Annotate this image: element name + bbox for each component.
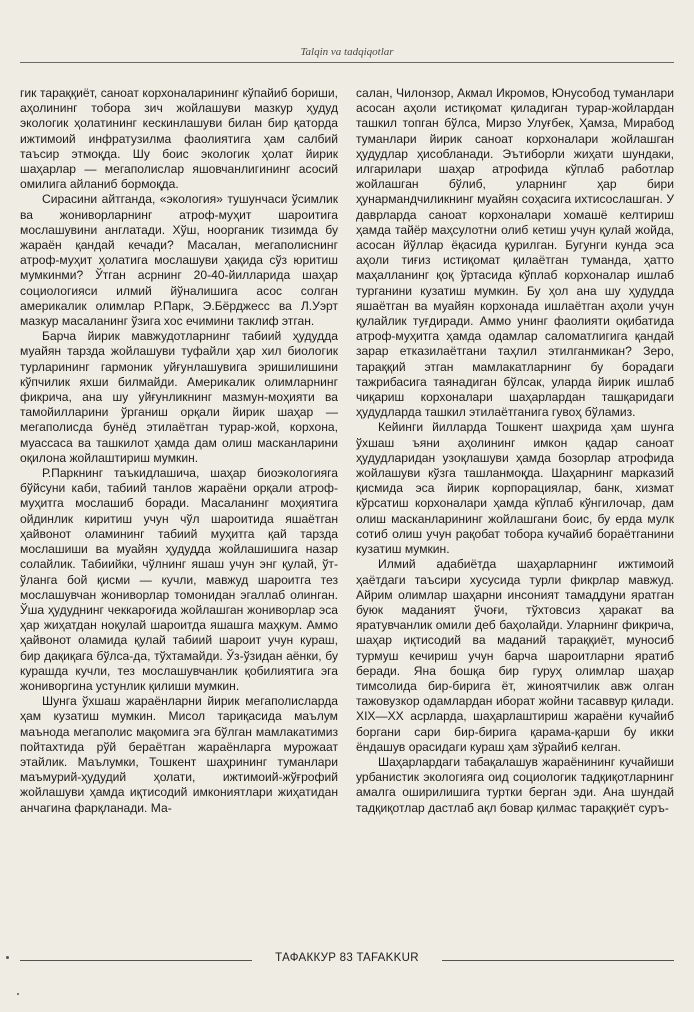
paragraph: Сирасини айтганда, «экология» тушунчаси ўсимлик ва жониворларнинг атроф-муҳит шароитига мослашувини англатади. Хўш, ноорганик тизимда бу жараён қандай кечади? Масалан, мегаполиснинг атроф-муҳит ҳолатига мослашуви ҳақида сўз юритиш мумкинми? Ўтган асрнинг 20-40-йилларида шаҳар социологияси илмий йўналишига асос солган америкалик олимлар Р.Парк, Э.Бёрджесс ва Л.Уэрт мазкур масаланинг ўзига хос ечимини таклиф этган. bbox=[20, 192, 338, 329]
header-rule bbox=[20, 62, 674, 63]
paragraph: Илмий адабиётда шаҳарларнинг ижтимоий ҳаётдаги таъсири хусусида турли фикрлар мавжуд. Айрим олимлар шаҳарни инсоният тамаддуни яратган буюк маданият ўчоғи, тўхтовсиз ҳаракат ва яратувчанлик омили деб баҳолайди. Уларнинг фикрича, шаҳар иқтисодий ва маданий тараққиёт, муносиб турмуш кечириш учун барча шароитларни яратиб беради. Яна бошқа бир гуруҳ олимлар шаҳар тимсолида бир-бирига ёт, жиноятчилик авж олган тажовузкор одамлардан иборат жойни тасаввур қилади. XIX—XX асрларда, шаҳарлаштириш жараёни кучайиб боргани сари бир-бирига қарама-қарши бу икки ёндашув орасидаги кураш ҳам зўрайиб келган. bbox=[356, 557, 674, 754]
footer-rule-left bbox=[20, 960, 252, 961]
paragraph: Шунга ўхшаш жараёнларни йирик мегаполисларда ҳам кузатиш мумкин. Мисол тариқасида маълум маънода мегаполис мақомига эга бўлган мамлакатимиз пойтахтида рўй бераётган жараёнларга мурожаат этайлик. Маълумки, Тошкент шаҳрининг туманлари маъмурий-ҳудудий ҳолати, ижтимоий-жўғрофий жойлашуви ҳамда иқтисодий имкониятлари жиҳатидан анчагина фарқланади. Ма- bbox=[20, 694, 338, 815]
right-column bbox=[356, 86, 674, 936]
left-column bbox=[20, 86, 338, 936]
paragraph: Р.Паркнинг таъкидлашича, шаҳар биоэкологияга бўйсуни каби, табиий танлов жараёни орқали атроф-муҳитга мослашиб боради. Масаланинг моҳиятига ойдинлик киритиш учун чўл шароитида яшаётган ҳайвонот оламининг табиий муҳитга қай тарзда мослашиши ва муайян ҳудудда жойлашишига назар солайлик. Табиийки, чўлнинг яшаш учун энг қулай, ўт-ўланга бой қисми — кучли, мавжуд шароитга тез мослашувчан жониворлар томонидан эгаллаб олинган. Ўша ҳудуднинг чеккароғида жойлашган жониворлар эса ҳар жиҳатдан ноқулай шароитда яшашга маҳкум. Аммо ҳайвонот оламида қулай табиий шароит учун кураш, бир дақиқага бўлса-да, тўхтамайди. Ўз-ўзидан аёнки, бу курашда кучли, тез мослашувчанлик қобилиятига эга жониворгина устунлик қилиши мумкин. bbox=[20, 466, 338, 693]
paragraph: гик тараққиёт, саноат корхоналарининг кўпайиб бориши, аҳолининг тобора зич жойлашуви мазкур ҳудуд экологик ҳолатининг кескинлашуви билан бир қаторда ижтимоий инфратузилма фаолиятига ҳам салбий таъсир этмоқда. Шу боис экологик ҳолат йирик шаҳарлар — мегаполислар яшовчанлигининг асосий омилига айланиб бормоқда. bbox=[20, 86, 338, 192]
footer-rule-right bbox=[442, 960, 674, 961]
paragraph: Шаҳарлардаги табақалашув жараёнининг кучайиши урбанистик экологияга оид социологик тадқиқотларнинг амалга оширилишига туртки берган эди. Ана шундай тадқиқотлар дастлаб ақл бовар қилмас тараққиёт суръ- bbox=[356, 754, 674, 815]
paragraph: Кейинги йилларда Тошкент шаҳрида ҳам шунга ўхшаш ъяни аҳолининг имкон қадар саноат ҳудудларидан узоқлашуви ҳамда бозорлар атрофида жойлашуви кўзга ташланмоқда. Шаҳарнинг марказий қисмида эса йирик корпорациялар, банк, хизмат кўрсатиш корхоналари ҳамда кўплаб кўнгилочар, дам олиш масканларининг жойлашгани боис, бу ерда мулк сотиб олиш учун рақобат тобора кучайиб бораётганини кузатиш мумкин. bbox=[356, 420, 674, 557]
paragraph: Барча йирик мавжудотларнинг табиий ҳудудда муайян тарзда жойлашуви туфайли ҳар хил биологик турларининг гармоник уйғунлашувига эришилишини кўпчилик яхши билмайди. Америкалик олимларнинг фикрича, ана шу уйғунликнинг мазмун-моҳияти ва тамойилларини ўрганиш орқали йирик шаҳар — мегаполисда бунёд этилаётган турар-жой, корхона, муассаса ва ташкилот ҳамда дам олиш масканларини оқилона жойлаштириш мумкин. bbox=[20, 329, 338, 465]
print-speck bbox=[6, 956, 9, 959]
paragraph: салан, Чилонзор, Акмал Икромов, Юнусобод туманлари асосан аҳоли истиқомат қиладиган турар-жойлардан ташкил топган бўлса, Мирзо Улуғбек, Ҳамза, Мирабод туманлари йирик саноат корхоналари жойлашган ҳудудлар ҳисобланади. Эътиборли жиҳати шундаки, илгарилари шаҳар атрофида кўплаб работлар жойлашган бўлиб, уларнинг ҳар бири ҳунармандчиликнинг муайян соҳасига ихтисослашган. У даврларда саноат корхоналари хомашё келтириш ҳамда тайёр маҳсулотни олиб кетиш учун қулай жойда, асосан йўллар ёқасида қурилган. Бугунги кунда эса аҳоли тиғиз истиқомат қилаётган туманда, ҳатто маҳалланинг қоқ ўртасида кўплаб корхоналар ишлаб турганини кузатиш мумкин. Бу ҳол ана шу ҳудудда яшаётган ва муайян корхонада ишлаётган аҳоли учун қулайлик туғдиради. Аммо унинг фаолияти оқибатида атроф-муҳитга ҳамда одамлар саломатлигига қандай зарар етказилаётгани таҳлил этилганмикан? Зеро, тараққий этган мамлакатларнинг бу борадаги тажрибасига таянадиган бўлсак, уларда йирик ишлаб чиқариш корхоналари шаҳарлардан ташқаридаги ҳудудларда ташкил этилаётганига гувоҳ бўламиз. bbox=[356, 86, 674, 420]
article-body bbox=[20, 86, 674, 936]
running-header: Talqin va tadqiqotlar bbox=[300, 46, 394, 58]
print-speck bbox=[17, 993, 19, 995]
footer-page-label: ТАФАККУР 83 TAFAKKUR bbox=[275, 952, 419, 964]
page-footer bbox=[20, 952, 674, 968]
